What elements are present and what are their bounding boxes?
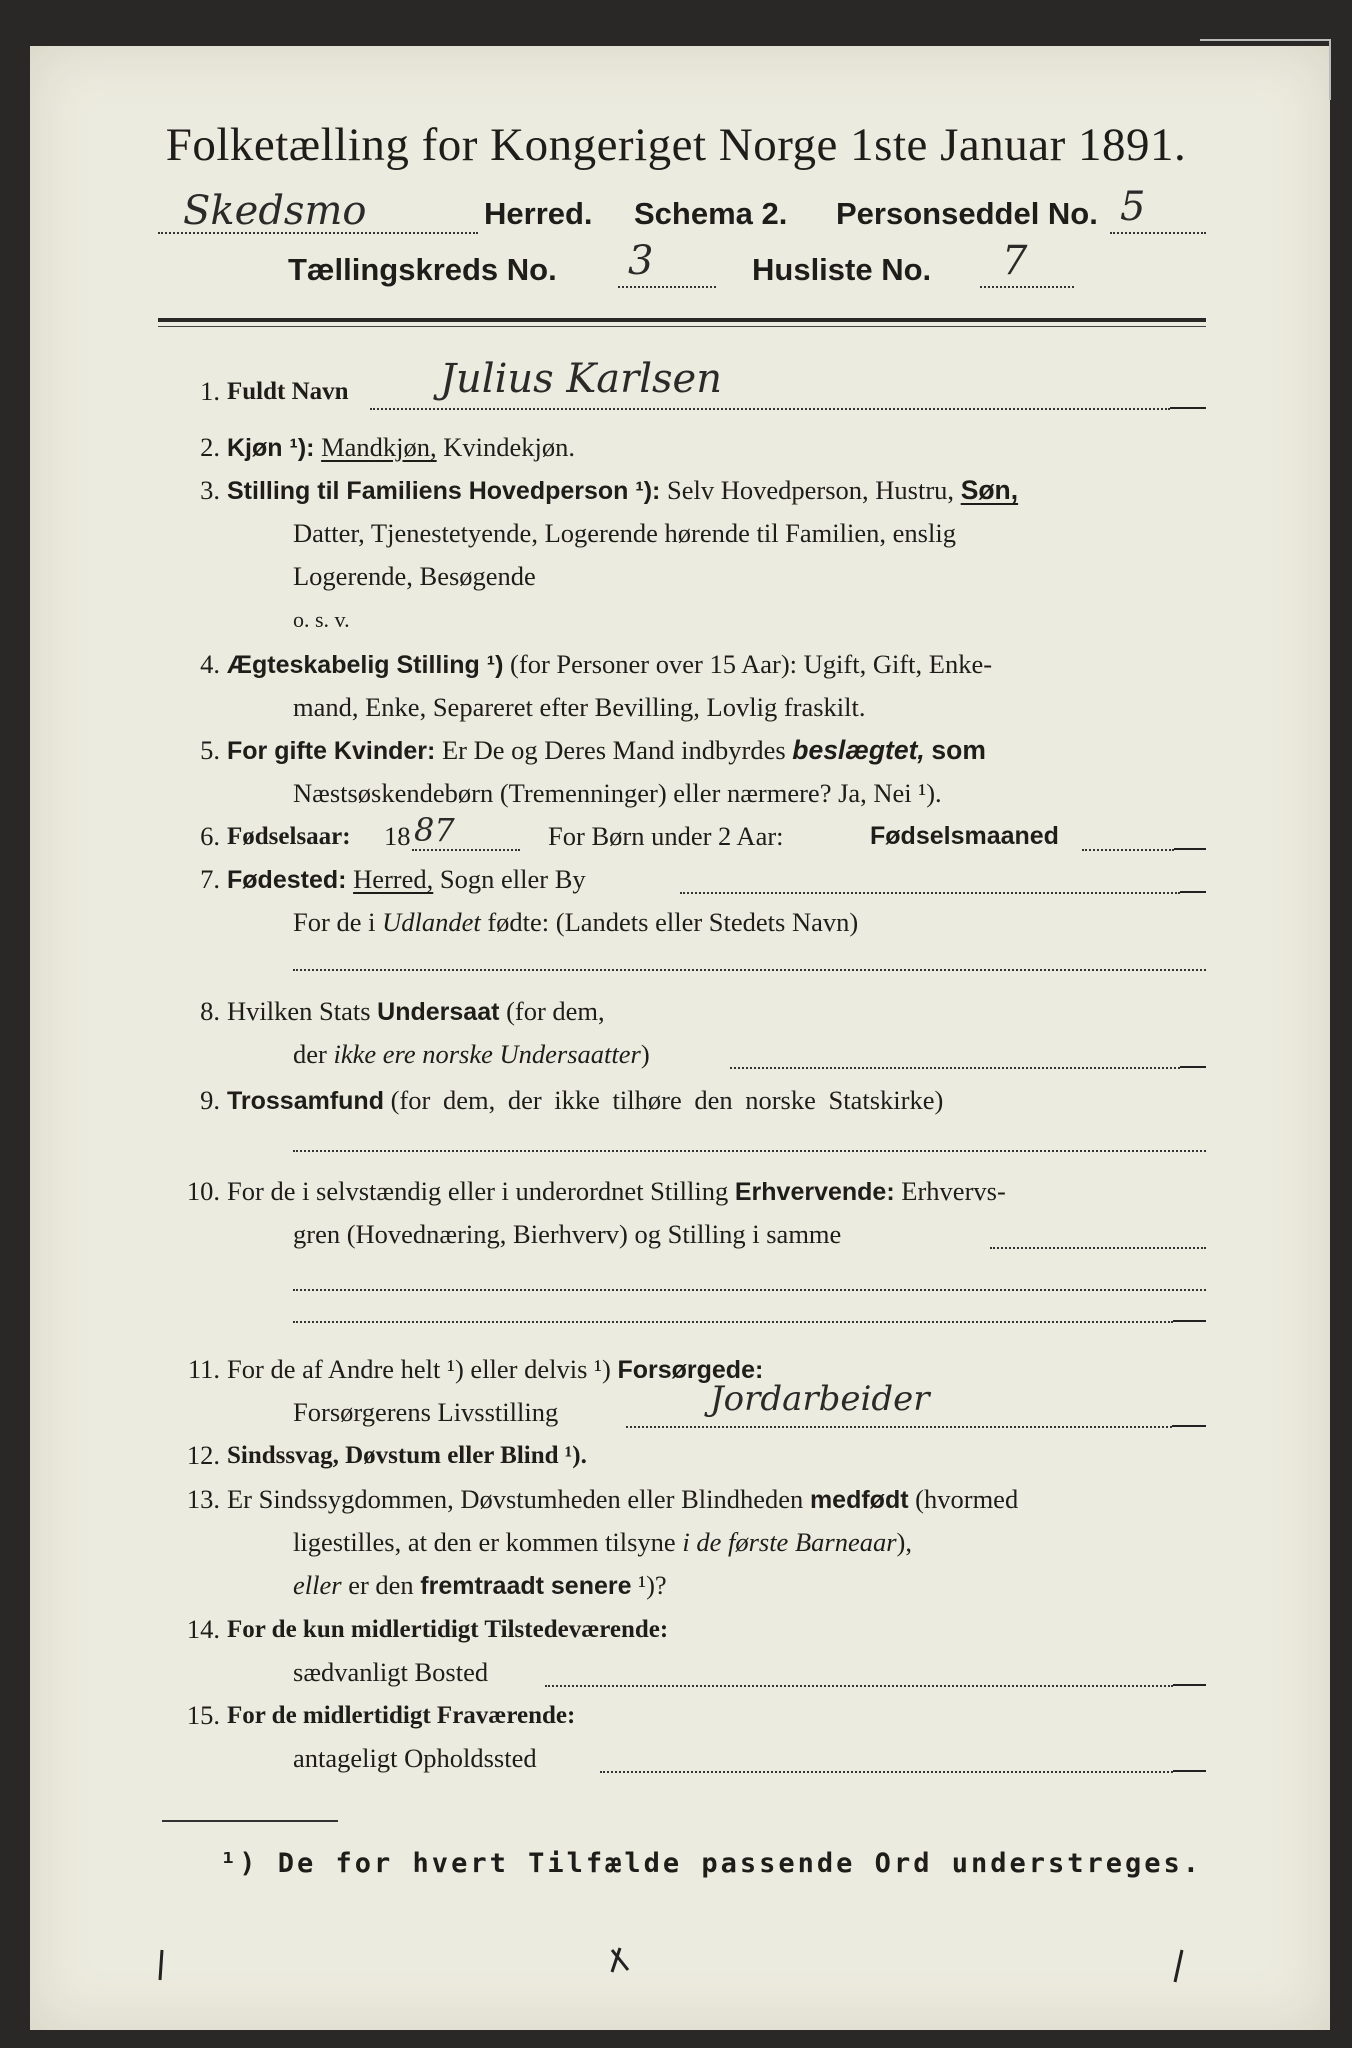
q7-line2 bbox=[293, 901, 858, 944]
q11-dots bbox=[626, 1426, 1172, 1428]
q11-line1 bbox=[227, 1348, 763, 1392]
q15-end-dash bbox=[1173, 1770, 1206, 1772]
footnote: ¹) De for hvert Tilfælde passende Ord understreges. bbox=[220, 1848, 1203, 1879]
q10-text-a: For de i selvstændig eller i underordnet Stilling bbox=[227, 1176, 729, 1206]
q6-year-prefix: 18 bbox=[384, 821, 411, 851]
q15-number: 15. bbox=[186, 1700, 220, 1730]
q1-value: Julius Karlsen bbox=[440, 356, 722, 402]
husliste-label: Husliste No. bbox=[752, 252, 932, 287]
q8-line2 bbox=[293, 1033, 650, 1076]
q11-number: 11. bbox=[187, 1354, 220, 1384]
q10-end-dash bbox=[1173, 1320, 1206, 1322]
q8-line2-a: der bbox=[293, 1039, 327, 1069]
q13-text-a: Er Sindssygdommen, Døvstumheden eller Blindheden bbox=[227, 1484, 804, 1514]
q7-number: 7. bbox=[200, 864, 220, 894]
q6-label: Fødselsaar: bbox=[227, 823, 351, 850]
q5-text2: som bbox=[931, 735, 986, 765]
q13-line3-bold: fremtraadt senere bbox=[420, 1572, 632, 1600]
kreds-dots bbox=[618, 286, 716, 288]
schema-label: Schema 2. bbox=[634, 196, 788, 231]
q6-number: 6. bbox=[200, 821, 220, 851]
q8-line1 bbox=[227, 990, 605, 1034]
q7-answer-dots bbox=[293, 969, 1206, 971]
census-form-page bbox=[30, 46, 1330, 2030]
q13-line3 bbox=[293, 1564, 667, 1608]
q8-label-c: (for dem, bbox=[506, 996, 605, 1026]
q7-option-herred: Herred, bbox=[353, 864, 434, 894]
q3-label: Stilling til Familiens Hovedperson ¹): bbox=[227, 477, 661, 505]
q5-label: For gifte Kvinder: bbox=[227, 737, 436, 765]
q6-end-dash bbox=[1174, 848, 1206, 850]
q10-line2: gren (Hovednæring, Bierhverv) og Stilling i samme bbox=[293, 1219, 842, 1249]
q6-year-value: 87 bbox=[414, 811, 455, 849]
q1-dots bbox=[370, 408, 1170, 410]
q12-number: 12. bbox=[186, 1440, 220, 1470]
herred-dots bbox=[158, 232, 478, 234]
q7-line2-b: fødte: (Landets eller Stedets Navn) bbox=[487, 907, 859, 937]
q15-label: For de midlertidigt Fraværende: bbox=[227, 1702, 576, 1729]
q6-infant-text: For Børn under 2 Aar: bbox=[548, 821, 784, 851]
q3-line2: Datter, Tjenestetyende, Logerende hørende til Familien, enslig bbox=[293, 518, 956, 548]
herred-label: Herred. bbox=[484, 196, 593, 231]
q11-text: For de af Andre helt ¹) eller delvis ¹) bbox=[227, 1354, 611, 1384]
q1-end-dash bbox=[1170, 407, 1206, 409]
q10-text-b: Erhvervs- bbox=[901, 1176, 1006, 1206]
personseddel-value: 5 bbox=[1120, 184, 1146, 230]
q8-line2-b: ) bbox=[640, 1039, 650, 1069]
form-title: Folketælling for Kongeriget Norge 1ste Januar 1891. bbox=[165, 119, 1187, 171]
herred-value: Skedsmo bbox=[183, 188, 367, 234]
q7-options: Sogn eller By bbox=[439, 864, 586, 894]
q7-dots bbox=[680, 892, 1180, 894]
q13-line2 bbox=[293, 1521, 912, 1564]
q6-month-dots bbox=[1082, 849, 1174, 851]
q6-birth-month-label: Fødselsmaaned bbox=[870, 822, 1059, 850]
q9-number: 9. bbox=[200, 1085, 220, 1115]
footnote-rule bbox=[162, 1820, 338, 1822]
q2-label: Kjøn ¹): bbox=[227, 434, 315, 462]
q4-label: Ægteskabelig Stilling ¹) bbox=[227, 651, 504, 679]
header-rule-thick bbox=[158, 318, 1206, 322]
q9-line1 bbox=[227, 1079, 943, 1123]
q9-answer-dots bbox=[293, 1150, 1206, 1152]
q3-line4: o. s. v. bbox=[293, 607, 350, 632]
q11-line2: Forsørgerens Livsstilling bbox=[293, 1397, 559, 1427]
q7-line2-a: For de i bbox=[293, 907, 376, 937]
q3-option-son: Søn, bbox=[960, 475, 1019, 505]
q3-options: Selv Hovedperson, Hustru, bbox=[667, 475, 955, 505]
q5-text: Er De og Deres Mand indbyrdes bbox=[441, 735, 786, 765]
q2-option-female: Kvindekjøn. bbox=[443, 432, 576, 462]
q1-label: Fuldt Navn bbox=[227, 378, 349, 405]
q10-dots bbox=[990, 1247, 1206, 1249]
q13-line3-a: er den bbox=[348, 1570, 414, 1600]
q13-number: 13. bbox=[186, 1484, 220, 1514]
q15-dots bbox=[600, 1771, 1173, 1773]
q10-bold: Erhvervende: bbox=[734, 1178, 895, 1206]
personseddel-label: Personseddel No. bbox=[836, 196, 1098, 231]
header-rule-thin bbox=[158, 326, 1206, 327]
q9-label: Trossamfund bbox=[227, 1087, 384, 1115]
q8-label-a: Hvilken Stats bbox=[227, 996, 371, 1026]
q13-line2-italic: i de første Barneaar bbox=[682, 1527, 897, 1557]
q14-end-dash bbox=[1173, 1684, 1206, 1686]
q13-line3-italic: eller bbox=[293, 1570, 342, 1600]
kreds-value: 3 bbox=[628, 238, 654, 284]
q11-value: Jordarbeider bbox=[710, 1379, 930, 1419]
q10-line1 bbox=[227, 1170, 1006, 1214]
q13-text-b: (hvormed bbox=[915, 1484, 1019, 1514]
q14-label: For de kun midlertidigt Tilstedeværende: bbox=[227, 1616, 669, 1643]
q7-label: Fødested: bbox=[227, 866, 347, 894]
q11-bold: Forsørgede: bbox=[617, 1356, 764, 1384]
q7-line2-italic: Udlandet bbox=[382, 907, 481, 937]
q1-number: 1. bbox=[200, 376, 220, 406]
q3-line3: Logerende, Besøgende bbox=[293, 561, 536, 591]
q4-number: 4. bbox=[200, 649, 220, 679]
q2-number: 2. bbox=[200, 432, 220, 462]
q5-number: 5. bbox=[200, 735, 220, 765]
q4-line1 bbox=[227, 643, 992, 687]
q13-line2-b: ), bbox=[896, 1527, 912, 1557]
q13-line1 bbox=[227, 1478, 1018, 1522]
q8-dots bbox=[730, 1067, 1180, 1069]
q6-year-dots bbox=[412, 849, 520, 851]
q7-line1 bbox=[227, 858, 586, 902]
q12-label: Sindssvag, Døvstum eller Blind ¹). bbox=[227, 1442, 587, 1469]
q13-bold: medfødt bbox=[809, 1486, 909, 1514]
q8-line2-italic: ikke ere norske Undersaatter bbox=[333, 1039, 641, 1069]
personseddel-dots bbox=[1110, 232, 1206, 234]
q8-label-b: Undersaat bbox=[377, 998, 500, 1026]
q10-answer-dots-1 bbox=[293, 1289, 1206, 1291]
q10-answer-dots-2 bbox=[293, 1321, 1173, 1323]
q3-number: 3. bbox=[200, 475, 220, 505]
q14-line2: sædvanligt Bosted bbox=[293, 1657, 489, 1687]
kreds-label: Tællingskreds No. bbox=[288, 252, 557, 287]
q5-line1 bbox=[227, 729, 986, 773]
q3-line1 bbox=[227, 469, 1018, 513]
q15-line2: antageligt Opholdssted bbox=[293, 1743, 537, 1773]
husliste-value: 7 bbox=[1002, 238, 1028, 284]
q4-options: (for Personer over 15 Aar): Ugift, Gift, Enke- bbox=[510, 649, 993, 679]
q4-line2: mand, Enke, Separeret efter Bevilling, Lovlig fraskilt. bbox=[293, 692, 866, 722]
q13-line2-a: ligestilles, at den er kommen tilsyne bbox=[293, 1527, 676, 1557]
q14-dots bbox=[545, 1685, 1173, 1687]
q8-number: 8. bbox=[200, 996, 220, 1026]
q13-line3-c: ¹)? bbox=[638, 1570, 667, 1600]
q2-option-male: Mandkjøn, bbox=[321, 432, 437, 462]
q10-number: 10. bbox=[186, 1176, 220, 1206]
q11-end-dash bbox=[1172, 1425, 1206, 1427]
q5-italic: beslægtet, bbox=[792, 735, 925, 765]
q2-line bbox=[227, 426, 575, 470]
husliste-dots bbox=[980, 286, 1074, 288]
q9-text: (for dem, der ikke tilhøre den norske Statskirke) bbox=[390, 1085, 944, 1115]
q14-number: 14. bbox=[186, 1614, 220, 1644]
q8-end-dash bbox=[1180, 1066, 1206, 1068]
q5-line2: Næstsøskendebørn (Tremenninger) eller nærmere? Ja, Nei ¹). bbox=[293, 778, 942, 808]
q7-end-dash bbox=[1180, 891, 1206, 893]
